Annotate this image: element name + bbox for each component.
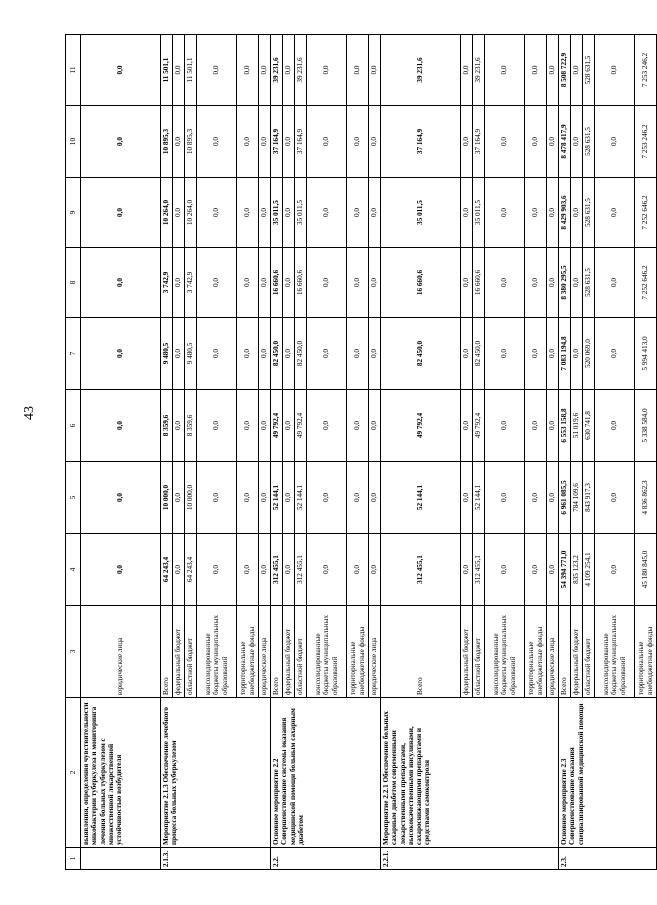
- amount-cell: 0,0: [461, 178, 473, 248]
- amount-cell: 0,0: [461, 462, 473, 534]
- amount-cell: 0,0: [369, 248, 381, 318]
- amount-cell: 52 144,1: [295, 462, 307, 534]
- amount-cell: 312 455,1: [473, 534, 485, 606]
- amount-cell: 39 231,6: [473, 35, 485, 106]
- amount-cell: 0,0: [461, 106, 473, 178]
- amount-cell: 0,0: [369, 106, 381, 178]
- amount-cell: 9 480,5: [185, 318, 197, 390]
- amount-cell: 0,0: [547, 390, 559, 462]
- amount-cell: 843 917,3: [583, 462, 595, 534]
- amount-cell: 0,0: [485, 390, 525, 462]
- amount-cell: 49 792,4: [295, 390, 307, 462]
- amount-cell: 0,0: [547, 248, 559, 318]
- amount-cell: 0,0: [237, 248, 259, 318]
- amount-cell: 0,0: [525, 534, 547, 606]
- amount-cell: 0,0: [547, 106, 559, 178]
- amount-cell: 0,0: [571, 248, 583, 318]
- amount-cell: 16 660,6: [473, 248, 485, 318]
- amount-cell: 0,0: [307, 248, 347, 318]
- header-row: [66, 35, 81, 870]
- amount-cell: 35 011,5: [295, 178, 307, 248]
- column-header: 8: [66, 248, 81, 318]
- amount-cell: 0,0: [173, 35, 185, 106]
- amount-cell: 0,0: [197, 318, 237, 390]
- amount-cell: 0,0: [595, 534, 635, 606]
- amount-cell: 0,0: [595, 106, 635, 178]
- amount-cell: 4 109 254,1: [583, 534, 595, 606]
- amount-cell: 8 380 295,5: [559, 248, 571, 318]
- funding-source-cell: территориальные внебюджетные фонды: [635, 606, 657, 698]
- amount-cell: 0,0: [347, 534, 369, 606]
- amount-cell: 0,0: [237, 462, 259, 534]
- amount-cell: 16 660,6: [295, 248, 307, 318]
- amount-cell: 0,0: [461, 390, 473, 462]
- amount-cell: 7 083 194,8: [559, 318, 571, 390]
- row-number-cell: 2.2.1.: [381, 848, 559, 870]
- funding-source-cell: областной бюджет: [473, 606, 485, 698]
- amount-cell: 0,0: [485, 35, 525, 106]
- amount-cell: 0,0: [237, 390, 259, 462]
- amount-cell: 0,0: [237, 106, 259, 178]
- amount-cell: 5 338 584,0: [635, 390, 657, 462]
- amount-cell: 0,0: [347, 390, 369, 462]
- amount-cell: 37 164,9: [473, 106, 485, 178]
- amount-cell: 0,0: [525, 106, 547, 178]
- amount-cell: 0,0: [259, 462, 271, 534]
- amount-cell: 37 164,9: [295, 106, 307, 178]
- amount-cell: 0,0: [461, 35, 473, 106]
- amount-cell: 0,0: [283, 462, 295, 534]
- amount-cell: 82 450,0: [271, 318, 283, 390]
- funding-source-cell: консолидированные бюджеты муниципальных образований: [595, 606, 635, 698]
- funding-source-cell: областной бюджет: [295, 606, 307, 698]
- column-header: 7: [66, 318, 81, 390]
- amount-cell: 8 359,6: [161, 390, 173, 462]
- amount-cell: 528 631,5: [583, 106, 595, 178]
- row-number-cell: 2.1.3.: [161, 848, 271, 870]
- amount-cell: 64 243,4: [185, 534, 197, 606]
- table-row: [161, 35, 173, 870]
- funding-source-cell: консолидированные бюджеты муниципальных образований: [485, 606, 525, 698]
- amount-cell: 0,0: [307, 390, 347, 462]
- budget-table: [65, 34, 657, 870]
- amount-cell: 0,0: [485, 318, 525, 390]
- amount-cell: 0,0: [571, 318, 583, 390]
- amount-cell: 0,0: [237, 35, 259, 106]
- amount-cell: 0,0: [461, 318, 473, 390]
- amount-cell: 0,0: [461, 248, 473, 318]
- amount-cell: 0,0: [197, 390, 237, 462]
- funding-source-cell: территориальные внебюджетные фонды: [347, 606, 369, 698]
- amount-cell: 0,0: [485, 462, 525, 534]
- amount-cell: 528 631,5: [583, 178, 595, 248]
- amount-cell: 630 741,8: [583, 390, 595, 462]
- amount-cell: 10 895,3: [161, 106, 173, 178]
- amount-cell: 49 792,4: [381, 390, 461, 462]
- amount-cell: 0,0: [173, 318, 185, 390]
- amount-cell: 35 011,5: [473, 178, 485, 248]
- amount-cell: 0,0: [369, 318, 381, 390]
- amount-cell: 0,0: [81, 178, 161, 248]
- amount-cell: 0,0: [307, 178, 347, 248]
- amount-cell: 0,0: [307, 106, 347, 178]
- table-row: [81, 35, 161, 870]
- funding-source-cell: федеральный бюджет: [173, 606, 185, 698]
- amount-cell: 0,0: [173, 178, 185, 248]
- amount-cell: 0,0: [197, 106, 237, 178]
- amount-cell: 0,0: [525, 35, 547, 106]
- column-header: 11: [66, 35, 81, 106]
- column-header: 3: [66, 606, 81, 698]
- funding-source-cell: территориальные внебюджетные фонды: [237, 606, 259, 698]
- column-header: 1: [66, 848, 81, 870]
- amount-cell: 7 253 246,2: [635, 35, 657, 106]
- amount-cell: 0,0: [595, 318, 635, 390]
- amount-cell: 0,0: [81, 534, 161, 606]
- amount-cell: 0,0: [173, 248, 185, 318]
- amount-cell: 64 243,4: [161, 534, 173, 606]
- amount-cell: 16 660,6: [381, 248, 461, 318]
- funding-source-cell: юридические лица: [547, 606, 559, 698]
- amount-cell: 784 109,6: [571, 462, 583, 534]
- amount-cell: 312 455,1: [271, 534, 283, 606]
- amount-cell: 0,0: [81, 248, 161, 318]
- amount-cell: 6 553 158,8: [559, 390, 571, 462]
- amount-cell: 0,0: [307, 318, 347, 390]
- funding-source-cell: территориальные внебюджетные фонды: [525, 606, 547, 698]
- amount-cell: 0,0: [485, 248, 525, 318]
- amount-cell: 0,0: [595, 390, 635, 462]
- amount-cell: 0,0: [283, 35, 295, 106]
- amount-cell: 0,0: [525, 318, 547, 390]
- amount-cell: 7 252 646,2: [635, 248, 657, 318]
- amount-cell: 0,0: [595, 462, 635, 534]
- funding-source-cell: Всего: [559, 606, 571, 698]
- amount-cell: 0,0: [259, 178, 271, 248]
- funding-source-cell: федеральный бюджет: [571, 606, 583, 698]
- funding-source-cell: областной бюджет: [583, 606, 595, 698]
- amount-cell: 8 429 903,6: [559, 178, 571, 248]
- page-number: 43: [22, 406, 37, 420]
- amount-cell: 0,0: [237, 318, 259, 390]
- amount-cell: 82 450,0: [473, 318, 485, 390]
- column-header: 9: [66, 178, 81, 248]
- funding-source-cell: Всего: [161, 606, 173, 698]
- amount-cell: 3 742,9: [161, 248, 173, 318]
- table-row: [271, 35, 283, 870]
- column-header: 6: [66, 390, 81, 462]
- amount-cell: 82 450,0: [295, 318, 307, 390]
- amount-cell: 8 508 722,9: [559, 35, 571, 106]
- amount-cell: 0,0: [369, 178, 381, 248]
- amount-cell: 7 252 646,2: [635, 178, 657, 248]
- amount-cell: 312 455,1: [295, 534, 307, 606]
- amount-cell: 0,0: [571, 106, 583, 178]
- amount-cell: 0,0: [259, 248, 271, 318]
- activity-name-cell: выявления, определения чувствительности микобактерии туберкулеза и мониторинга лечения больных туберкулезом с множественной лекарственной устойчивостью возбудителя: [81, 698, 161, 848]
- amount-cell: 16 660,6: [271, 248, 283, 318]
- amount-cell: 39 231,6: [381, 35, 461, 106]
- amount-cell: 0,0: [347, 106, 369, 178]
- amount-cell: 10 264,0: [161, 178, 173, 248]
- amount-cell: 0,0: [369, 35, 381, 106]
- funding-source-cell: консолидированные бюджеты муниципальных образований: [307, 606, 347, 698]
- amount-cell: 52 144,1: [381, 462, 461, 534]
- amount-cell: 0,0: [307, 534, 347, 606]
- amount-cell: 0,0: [525, 390, 547, 462]
- amount-cell: 52 144,1: [473, 462, 485, 534]
- amount-cell: 0,0: [259, 35, 271, 106]
- amount-cell: 0,0: [525, 462, 547, 534]
- amount-cell: 10 895,3: [185, 106, 197, 178]
- amount-cell: 0,0: [547, 35, 559, 106]
- amount-cell: 0,0: [81, 35, 161, 106]
- amount-cell: 0,0: [347, 462, 369, 534]
- amount-cell: 0,0: [173, 462, 185, 534]
- amount-cell: 11 501,1: [185, 35, 197, 106]
- amount-cell: 0,0: [347, 248, 369, 318]
- amount-cell: 35 011,5: [271, 178, 283, 248]
- activity-name-cell: Мероприятие 2.2.1 Обеспечение больных сахарным диабетом современными лекарственными препаратами, высококачественными инсулинами, сахароснижающими препаратами и средствами самоконтроля: [381, 698, 559, 848]
- amount-cell: 0,0: [369, 390, 381, 462]
- row-number-cell: 2.3.: [559, 848, 657, 870]
- amount-cell: 0,0: [595, 178, 635, 248]
- amount-cell: 0,0: [461, 534, 473, 606]
- amount-cell: 520 069,0: [583, 318, 595, 390]
- row-number-cell: 2.2.: [271, 848, 381, 870]
- activity-name-cell: Основное мероприятие 2.2 Совершенствование системы оказания медицинской помощи больным сахарным диабетом: [271, 698, 381, 848]
- amount-cell: 0,0: [283, 318, 295, 390]
- amount-cell: 0,0: [173, 534, 185, 606]
- amount-cell: 0,0: [547, 462, 559, 534]
- activity-name-cell: Мероприятие 2.1.3 Обеспечение лечебного процесса больных туберкулезом: [161, 698, 271, 848]
- amount-cell: 49 792,4: [271, 390, 283, 462]
- amount-cell: 0,0: [197, 248, 237, 318]
- column-header: 10: [66, 106, 81, 178]
- amount-cell: 0,0: [283, 534, 295, 606]
- rotated-table-page: [65, 35, 654, 870]
- amount-cell: 0,0: [81, 462, 161, 534]
- amount-cell: 0,0: [369, 534, 381, 606]
- amount-cell: 45 180 845,0: [635, 534, 657, 606]
- amount-cell: 0,0: [571, 35, 583, 106]
- amount-cell: 39 231,6: [271, 35, 283, 106]
- table-row: [559, 35, 571, 870]
- amount-cell: 10 000,0: [185, 462, 197, 534]
- amount-cell: 0,0: [81, 318, 161, 390]
- amount-cell: 0,0: [547, 178, 559, 248]
- amount-cell: 0,0: [237, 534, 259, 606]
- amount-cell: 0,0: [595, 35, 635, 106]
- funding-source-cell: федеральный бюджет: [461, 606, 473, 698]
- row-number-cell: [81, 848, 161, 870]
- amount-cell: 0,0: [197, 462, 237, 534]
- funding-source-cell: федеральный бюджет: [283, 606, 295, 698]
- amount-cell: 0,0: [485, 178, 525, 248]
- amount-cell: 0,0: [259, 534, 271, 606]
- amount-cell: 0,0: [307, 462, 347, 534]
- amount-cell: 9 480,5: [161, 318, 173, 390]
- amount-cell: 82 450,0: [381, 318, 461, 390]
- amount-cell: 0,0: [525, 248, 547, 318]
- column-header: 4: [66, 534, 81, 606]
- amount-cell: 8 478 417,9: [559, 106, 571, 178]
- funding-source-cell: Всего: [271, 606, 283, 698]
- amount-cell: 0,0: [283, 178, 295, 248]
- funding-source-cell: консолидированные бюджеты муниципальных образований: [197, 606, 237, 698]
- amount-cell: 35 011,5: [381, 178, 461, 248]
- amount-cell: 0,0: [485, 534, 525, 606]
- amount-cell: 0,0: [307, 35, 347, 106]
- funding-source-cell: юридические лица: [81, 606, 161, 698]
- amount-cell: 5 994 413,0: [635, 318, 657, 390]
- amount-cell: 0,0: [81, 106, 161, 178]
- table-row: [381, 35, 461, 870]
- amount-cell: 0,0: [485, 106, 525, 178]
- amount-cell: 11 501,1: [161, 35, 173, 106]
- amount-cell: 528 631,5: [583, 35, 595, 106]
- amount-cell: 51 019,6: [571, 390, 583, 462]
- amount-cell: 0,0: [369, 462, 381, 534]
- amount-cell: 0,0: [197, 35, 237, 106]
- amount-cell: 37 164,9: [381, 106, 461, 178]
- funding-source-cell: юридические лица: [259, 606, 271, 698]
- amount-cell: 312 455,1: [381, 534, 461, 606]
- amount-cell: 37 164,9: [271, 106, 283, 178]
- amount-cell: 0,0: [547, 534, 559, 606]
- table-body: [81, 35, 657, 870]
- amount-cell: 0,0: [283, 390, 295, 462]
- amount-cell: 528 631,5: [583, 248, 595, 318]
- amount-cell: 0,0: [283, 248, 295, 318]
- amount-cell: 6 961 085,5: [559, 462, 571, 534]
- amount-cell: 0,0: [259, 390, 271, 462]
- amount-cell: 0,0: [173, 106, 185, 178]
- amount-cell: 0,0: [547, 318, 559, 390]
- amount-cell: 54 394 771,0: [559, 534, 571, 606]
- amount-cell: 0,0: [525, 178, 547, 248]
- column-header: 2: [66, 698, 81, 848]
- amount-cell: 52 144,1: [271, 462, 283, 534]
- column-header: 5: [66, 462, 81, 534]
- amount-cell: 0,0: [197, 534, 237, 606]
- amount-cell: 8 359,6: [185, 390, 197, 462]
- amount-cell: 3 742,9: [185, 248, 197, 318]
- funding-source-cell: областной бюджет: [185, 606, 197, 698]
- amount-cell: 10 264,0: [185, 178, 197, 248]
- amount-cell: 10 000,0: [161, 462, 173, 534]
- amount-cell: 0,0: [283, 106, 295, 178]
- amount-cell: 7 253 246,2: [635, 106, 657, 178]
- funding-source-cell: юридические лица: [369, 606, 381, 698]
- amount-cell: 0,0: [173, 390, 185, 462]
- amount-cell: 0,0: [237, 178, 259, 248]
- amount-cell: 835 123,2: [571, 534, 583, 606]
- amount-cell: 0,0: [347, 35, 369, 106]
- amount-cell: 0,0: [259, 106, 271, 178]
- amount-cell: 39 231,6: [295, 35, 307, 106]
- amount-cell: 0,0: [595, 248, 635, 318]
- amount-cell: 0,0: [81, 390, 161, 462]
- amount-cell: 49 792,4: [473, 390, 485, 462]
- amount-cell: 0,0: [259, 318, 271, 390]
- amount-cell: 4 836 862,3: [635, 462, 657, 534]
- funding-source-cell: Всего: [381, 606, 461, 698]
- amount-cell: 0,0: [347, 318, 369, 390]
- amount-cell: 0,0: [571, 178, 583, 248]
- amount-cell: 0,0: [347, 178, 369, 248]
- activity-name-cell: Основное мероприятие 2.3 Совершенствование оказания специализированной медицинской помощи: [559, 698, 657, 848]
- amount-cell: 0,0: [197, 178, 237, 248]
